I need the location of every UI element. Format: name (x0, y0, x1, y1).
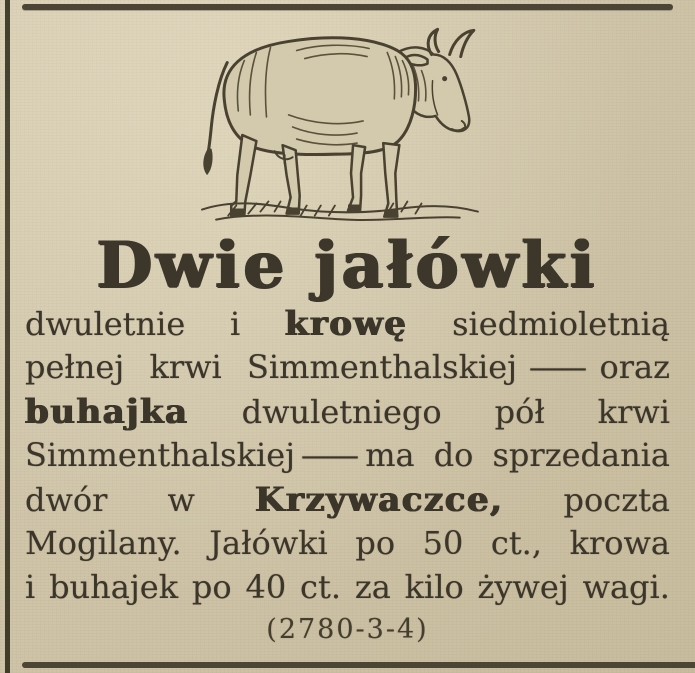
word: wagi. (582, 568, 670, 606)
word: — (299, 436, 361, 474)
word: krowę (284, 304, 408, 344)
word: krwi (597, 393, 670, 431)
word: 50 (422, 524, 464, 562)
word: dwuletnie (25, 305, 186, 343)
body-line (25, 392, 670, 436)
body-line (25, 524, 670, 568)
body-text (25, 304, 670, 612)
word: Mogilany. (25, 524, 182, 562)
word: buhajek (49, 568, 179, 606)
word: krwi (149, 348, 222, 386)
word: pełnej (25, 348, 125, 386)
word: ct. (300, 568, 341, 606)
advert-headline: Dwie jałówki (96, 228, 599, 303)
word: buhajka (25, 392, 189, 432)
advert-signature: (2780-3-4) (266, 614, 429, 645)
word: kilo (404, 568, 464, 606)
bottom-rule (22, 662, 695, 668)
body-line (25, 348, 670, 392)
word: — (527, 348, 589, 386)
body-line (25, 568, 670, 612)
word: ct., (490, 524, 543, 562)
word: Simmenthalskiej (25, 436, 296, 474)
cow-woodcut-illustration (196, 26, 498, 228)
word: 40 (245, 568, 287, 606)
word: po (355, 524, 396, 562)
word: krowa (569, 524, 670, 562)
word: Krzywaczce, (254, 480, 504, 520)
word: dwór (25, 481, 108, 519)
word: sprzedania (492, 436, 670, 474)
top-rule (22, 4, 673, 10)
body-line (25, 480, 670, 524)
left-column-rule (5, 0, 10, 673)
word: i (229, 305, 241, 343)
word: żywej (477, 568, 569, 606)
word: za (354, 568, 391, 606)
word: pół (494, 393, 545, 431)
body-line (25, 436, 670, 480)
word: w (167, 481, 195, 519)
word: siedmioletnią (452, 305, 670, 343)
word: oraz (599, 348, 670, 386)
word: po (191, 568, 232, 606)
word: poczta (563, 481, 670, 519)
word: do (433, 436, 474, 474)
word: Simmenthalskiej (246, 348, 518, 386)
body-line (25, 304, 670, 348)
word: dwuletniego (241, 393, 442, 431)
word: Jałówki (209, 524, 328, 562)
word: ma (365, 436, 415, 474)
word: i (25, 568, 36, 606)
